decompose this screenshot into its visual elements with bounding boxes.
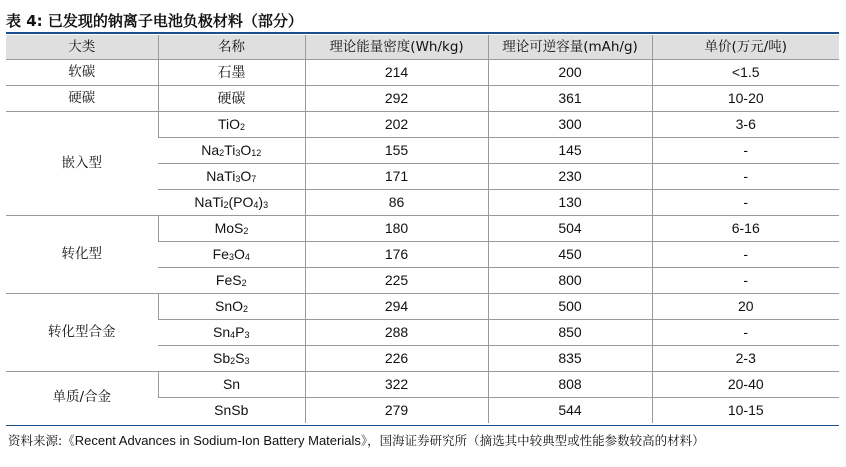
- energy-density-cell: 292: [305, 86, 488, 112]
- price-cell: -: [652, 138, 839, 164]
- table-row: [6, 112, 839, 138]
- source-paper-title: Recent Advances in Sodium-Ion Battery Materials: [74, 433, 361, 448]
- price-cell: -: [652, 190, 839, 216]
- bottom-rule: [6, 425, 839, 426]
- header-capacity: 理论可逆容量(mAh/g): [488, 35, 652, 60]
- material-name-cell: FeS$_2$: [158, 268, 305, 294]
- category-cell: 转化型合金: [6, 294, 158, 372]
- price-cell: -: [652, 242, 839, 268]
- capacity-cell: 850: [488, 320, 652, 346]
- capacity-cell: 800: [488, 268, 652, 294]
- top-rule: [6, 32, 839, 34]
- table-row: [6, 60, 839, 86]
- capacity-cell: 361: [488, 86, 652, 112]
- source-note: [8, 431, 705, 449]
- anode-materials-table: [6, 35, 839, 423]
- category-cell: 硬碳: [6, 86, 158, 112]
- category-cell: 嵌入型: [6, 112, 158, 216]
- material-name-cell: $Fe_3O_4$: [158, 242, 305, 268]
- source-suffix: 》，国海证券研究所（摘选其中较典型或性能参数较高的材料）: [360, 433, 705, 448]
- capacity-cell: 145: [488, 138, 652, 164]
- source-prefix: 资料来源:《: [8, 433, 75, 448]
- material-name-cell: $NaTi_2(PO_4)_3$: [158, 190, 305, 216]
- capacity-cell: 504: [488, 216, 652, 242]
- energy-density-cell: 180: [305, 216, 488, 242]
- price-cell: 10-15: [652, 398, 839, 424]
- capacity-cell: 300: [488, 112, 652, 138]
- capacity-cell: 835: [488, 346, 652, 372]
- material-name-cell: $NaTi_3O_7$: [158, 164, 305, 190]
- capacity-cell: 230: [488, 164, 652, 190]
- material-name-cell: MoS$_2$: [158, 216, 305, 242]
- material-name-cell: $Sb_2S_3$: [158, 346, 305, 372]
- material-name-cell: $Na_2Ti_3O_{12}$: [158, 138, 305, 164]
- header-name: 名称: [158, 35, 305, 60]
- capacity-cell: 500: [488, 294, 652, 320]
- table-row: [6, 372, 839, 398]
- price-cell: 2-3: [652, 346, 839, 372]
- capacity-cell: 808: [488, 372, 652, 398]
- category-cell: 转化型: [6, 216, 158, 294]
- price-cell: -: [652, 164, 839, 190]
- energy-density-cell: 279: [305, 398, 488, 424]
- energy-density-cell: 294: [305, 294, 488, 320]
- price-cell: 6-16: [652, 216, 839, 242]
- material-name-cell: SnO$_2$: [158, 294, 305, 320]
- energy-density-cell: 226: [305, 346, 488, 372]
- energy-density-cell: 86: [305, 190, 488, 216]
- table-title: 表 4: 已发现的钠离子电池负极材料（部分）: [6, 12, 303, 30]
- energy-density-cell: 322: [305, 372, 488, 398]
- energy-density-cell: 214: [305, 60, 488, 86]
- material-name-cell: 硬碳: [158, 86, 305, 112]
- material-name-cell: TiO$_2$: [158, 112, 305, 138]
- header-price: 单价(万元/吨): [652, 35, 839, 60]
- table-row: [6, 216, 839, 242]
- header-category: 大类: [6, 35, 158, 60]
- price-cell: <1.5: [652, 60, 839, 86]
- material-name-cell: SnSb: [158, 398, 305, 424]
- energy-density-cell: 288: [305, 320, 488, 346]
- capacity-cell: 450: [488, 242, 652, 268]
- table-row: [6, 294, 839, 320]
- price-cell: 10-20: [652, 86, 839, 112]
- category-cell: 软碳: [6, 60, 158, 86]
- table-body: [6, 60, 839, 424]
- capacity-cell: 544: [488, 398, 652, 424]
- material-name-cell: Sn: [158, 372, 305, 398]
- energy-density-cell: 225: [305, 268, 488, 294]
- price-cell: 3-6: [652, 112, 839, 138]
- energy-density-cell: 176: [305, 242, 488, 268]
- table-row: [6, 86, 839, 112]
- price-cell: 20: [652, 294, 839, 320]
- material-name-cell: $Sn_4P_3$: [158, 320, 305, 346]
- category-cell: 单质/合金: [6, 372, 158, 424]
- capacity-cell: 130: [488, 190, 652, 216]
- energy-density-cell: 171: [305, 164, 488, 190]
- price-cell: -: [652, 268, 839, 294]
- capacity-cell: 200: [488, 60, 652, 86]
- header-row: [6, 35, 839, 60]
- energy-density-cell: 202: [305, 112, 488, 138]
- header-energy-density: 理论能量密度(Wh/kg): [305, 35, 488, 60]
- material-name-cell: 石墨: [158, 60, 305, 86]
- energy-density-cell: 155: [305, 138, 488, 164]
- price-cell: 20-40: [652, 372, 839, 398]
- price-cell: -: [652, 320, 839, 346]
